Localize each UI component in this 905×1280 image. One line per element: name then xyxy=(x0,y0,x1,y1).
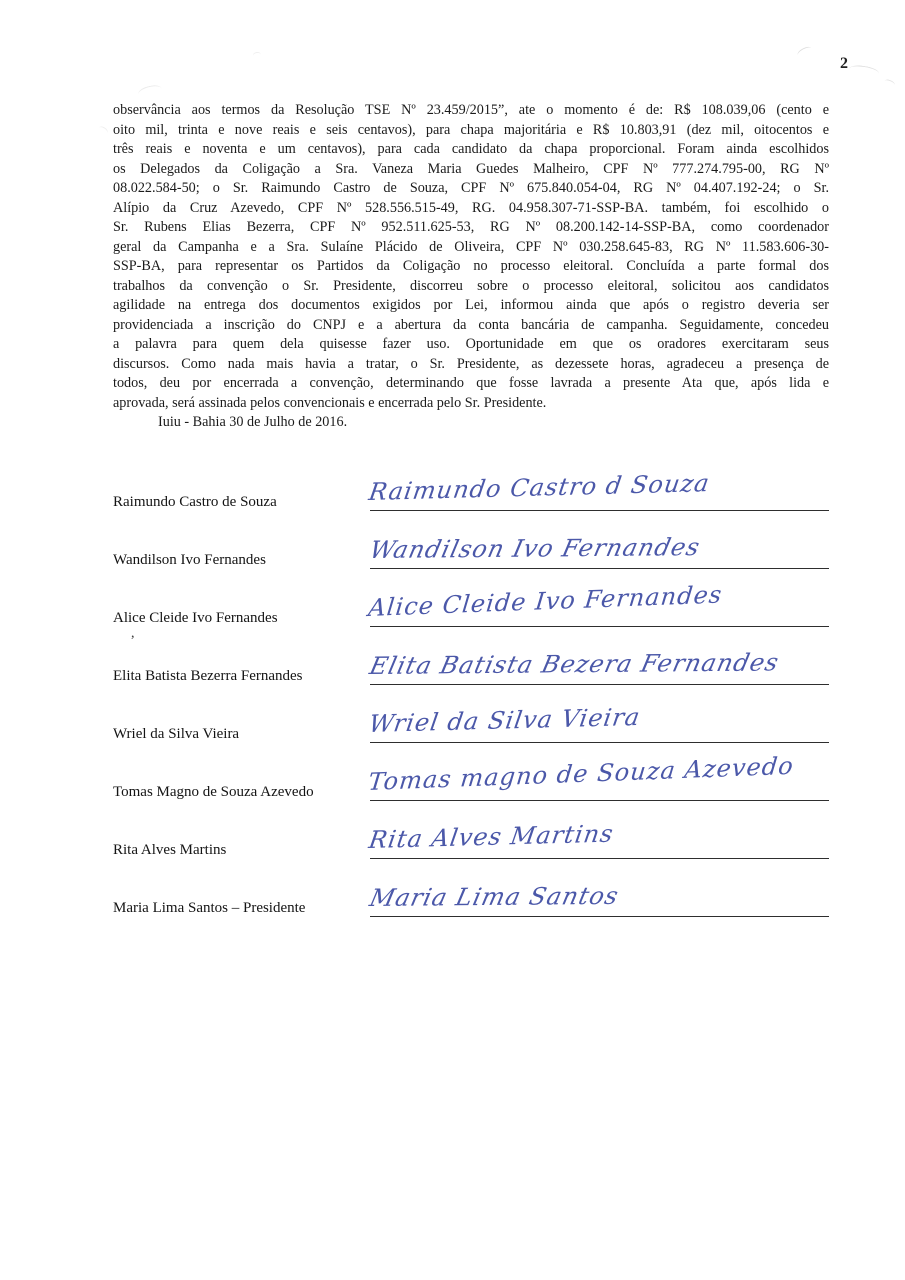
pencil-mark xyxy=(253,51,262,58)
paragraph xyxy=(113,101,829,413)
pencil-mark xyxy=(883,78,895,88)
page-number: 2 xyxy=(840,55,848,72)
signatory-name: Rita Alves Martins xyxy=(113,842,227,858)
pencil-mark xyxy=(137,83,163,99)
stray-mark: , xyxy=(131,626,135,641)
signatory-name: Raimundo Castro de Souza xyxy=(113,494,277,510)
signatory-name: Maria Lima Santos – Presidente xyxy=(113,900,306,916)
handwritten-signature: Elita Batista Bezera Fernandes xyxy=(367,648,782,680)
signature-list xyxy=(113,454,829,924)
handwritten-signature: Tomas magno de Souza Azevedo xyxy=(367,751,796,796)
body-paragraph xyxy=(113,101,829,433)
handwritten-signature: Rita Alves Martins xyxy=(367,819,616,854)
pencil-mark xyxy=(796,45,813,58)
paragraph-line: observância aos termos da Resolução TSE Nº 23.459/2015”, ate o momento é de: R$ 108.039,06 (cento e xyxy=(113,102,829,118)
paragraph-line: aprovada, será assinada pelos convencionais e encerrada pelo Sr. Presidente. xyxy=(113,394,547,411)
paragraph-line: todos, deu por encerrada a convenção, determinando que fosse lavrada a presente Ata que, após lida e xyxy=(113,375,829,391)
signature-line xyxy=(370,626,829,627)
handwritten-signature: Wriel da Silva Vieira xyxy=(367,702,643,738)
signature-line xyxy=(370,510,829,511)
signatory-name: Wandilson Ivo Fernandes xyxy=(113,552,266,568)
paragraph-line: Alípio da Cruz Azevedo, CPF Nº 528.556.515-49, RG. 04.958.307-71-SSP-BA. também, foi escolhido o xyxy=(113,199,829,216)
signatory-name: Tomas Magno de Souza Azevedo xyxy=(113,784,314,800)
paragraph-line: Sr. Rubens Elias Bezerra, CPF Nº 952.511.625-53, RG Nº 08.200.142-14-SSP-BA, como coordenador xyxy=(113,219,829,235)
signature-row xyxy=(113,802,829,860)
signature-line xyxy=(370,684,829,685)
signature-row xyxy=(113,744,829,802)
signature-row xyxy=(113,686,829,744)
signature-row xyxy=(113,570,829,641)
paragraph-line: 08.022.584-50; o Sr. Raimundo Castro de Souza, CPF Nº 675.840.054-04, RG Nº 04.407.192-24; o Sr. xyxy=(113,180,829,196)
paragraph-line: oito mil, trinta e nove reais e seis centavos), para chapa majoritária e R$ 10.803,91 (dez mil, oitocentos e xyxy=(113,121,829,138)
handwritten-signature: Alice Cleide Ivo Fernandes xyxy=(367,580,724,622)
signature-line xyxy=(370,568,829,569)
paragraph-line: agilidade na entrega dos documentos exigidos por Lei, informou ainda que após o registro deveria ser xyxy=(113,297,829,313)
signatory-name: Wriel da Silva Vieira xyxy=(113,726,240,742)
paragraph-line: a palavra para quem dela quisesse fazer uso. Oportunidade em que os oradores exercitaram seus xyxy=(113,336,829,352)
handwritten-signature: Raimundo Castro d Souza xyxy=(367,469,712,506)
handwritten-signature: Wandilson Ivo Fernandes xyxy=(367,533,704,564)
signatory-name: Elita Batista Bezerra Fernandes xyxy=(113,668,303,684)
paragraph-line: providenciada a inscrição do CNPJ e a abertura da conta bancária de campanha. Seguidamente, concedeu xyxy=(113,316,829,333)
signature-line xyxy=(370,800,829,801)
signature-line xyxy=(370,858,829,859)
pencil-mark xyxy=(97,125,109,136)
signature-row xyxy=(113,512,829,570)
paragraph-line: os Delegados da Coligação a Sra. Vaneza Maria Guedes Malheiro, CPF Nº 777.274.795-00, RG Nº xyxy=(113,160,829,177)
date-line: Iuiu - Bahia 30 de Julho de 2016. xyxy=(158,414,348,430)
paragraph-line: discursos. Como nada mais havia a tratar, o Sr. Presidente, as dezessete horas, agradeceu a presença de xyxy=(113,355,829,372)
paragraph-line: três reais e noventa e um centavos), para cada candidato da chapa proporcional. Foram ainda escolhidos xyxy=(113,141,829,157)
signature-row xyxy=(113,454,829,512)
signature-line xyxy=(370,742,829,743)
handwritten-signature: Maria Lima Santos xyxy=(367,881,622,912)
signatory-name: Alice Cleide Ivo Fernandes xyxy=(113,610,278,626)
signature-row xyxy=(113,860,829,918)
paragraph-line: SSP-BA, para representar os Partidos da Coligação no processo eleitoral. Concluída a parte formal dos xyxy=(113,258,829,274)
signature-line xyxy=(370,916,829,917)
paragraph-line: trabalhos da convenção o Sr. Presidente, discorreu sobre o processo eleitoral, solicitou aos candidatos xyxy=(113,277,829,294)
signature-row xyxy=(113,628,829,686)
paragraph-line: geral da Campanha e a Sra. Sulaíne Plácido de Oliveira, CPF Nº 030.258.645-83, RG Nº 11.583.606-30- xyxy=(113,238,829,255)
